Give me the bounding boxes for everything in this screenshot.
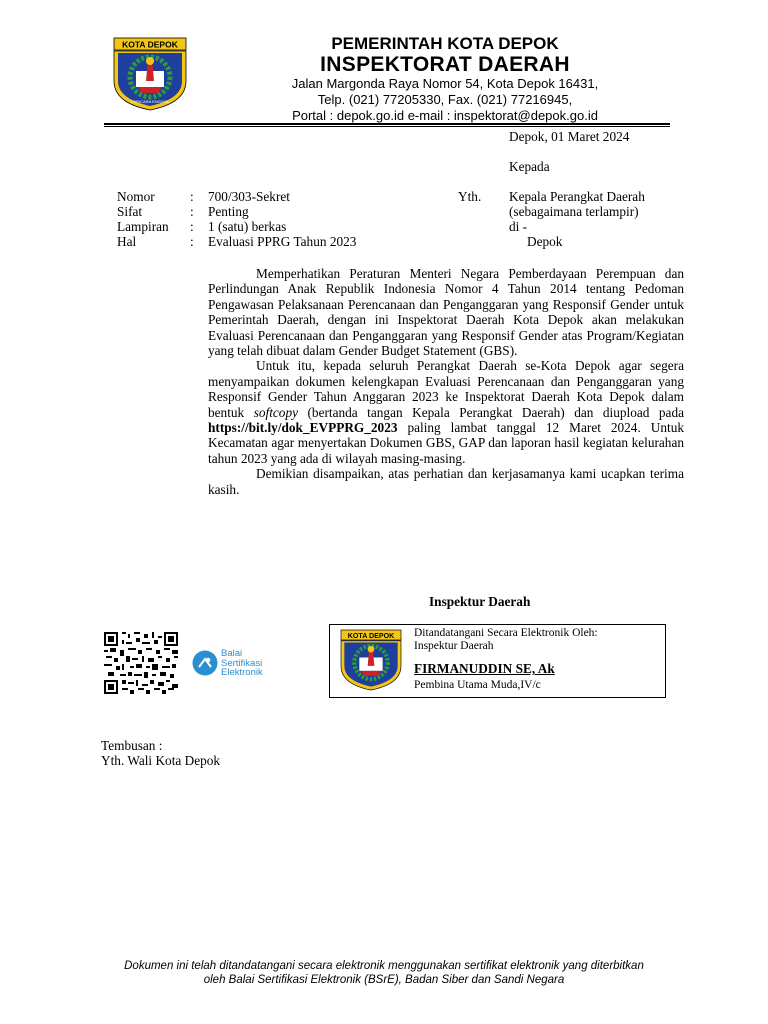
letter-date: Depok, 01 Maret 2024 xyxy=(509,129,630,144)
meta-value: 700/303-Sekret xyxy=(208,189,290,204)
office-phone: Telp. (021) 77205330, Fax. (021) 77216945, xyxy=(317,92,573,107)
recipient-line: Kepala Perangkat Daerah xyxy=(509,189,645,204)
softcopy-term: softcopy xyxy=(253,404,298,420)
government-name: PEMERINTAH KOTA DEPOK xyxy=(331,34,559,53)
body-paragraph: Memperhatikan Peraturan Menteri Negara Pemberdayaan Perempuan dan Perlindungan Anak Republik Indonesia Nomor 4 Tahun 2014 tentang Pedoman Pengawasan Pelaksanaan Perencanaan dan Penganggaran yang Responsif Gender untuk Pemerintah Daerah, dengan ini Inspektorat Daerah Kota Depok akan melakukan Evaluasi Perencanaan dan Penganggaran yang Responsif Gender atas Program/Kegiatan yang telah dibuat dalam Gender Budget Statement (GBS). xyxy=(208,266,684,359)
signatory-rank: Pembina Utama Muda,IV/c xyxy=(414,679,541,691)
logo-label: KOTA DEPOK xyxy=(347,631,395,640)
meta-key: Lampiran xyxy=(117,219,169,234)
signed-by-label: Ditandatangani Secara Elektronik Oleh: xyxy=(414,627,598,639)
recipient-city: Depok xyxy=(527,234,563,249)
kepada-label: Kepada xyxy=(509,159,550,174)
office-address: Jalan Margonda Raya Nomor 54, Kota Depok 16431, xyxy=(291,76,599,91)
footer-line: Dokumen ini telah ditandatangani secara elektronik menggunakan sertifikat elektronik yang diterbitkan xyxy=(124,960,644,972)
footer-line: oleh Balai Sertifikasi Elektronik (BSrE), Badan Siber dan Sandi Negara xyxy=(203,973,565,986)
bsre-text-line: Sertifikasi xyxy=(221,657,263,669)
signatory-name: FIRMANUDDIN SE, Ak xyxy=(414,661,555,676)
bsre-text-line: Balai xyxy=(221,648,243,659)
logo-motto: PARICARA ENGGAL xyxy=(131,99,169,104)
body-paragraph xyxy=(208,358,684,466)
meta-colon: : xyxy=(190,189,194,204)
letter-body xyxy=(208,266,684,497)
kota-depok-logo xyxy=(108,37,192,111)
meta-key: Nomor xyxy=(117,189,155,204)
recipient-line: di - xyxy=(509,219,528,234)
bsre-logo-text xyxy=(221,649,263,678)
header-rule xyxy=(104,123,670,125)
bsre-logo-icon xyxy=(192,650,218,676)
header-rule-thin xyxy=(104,126,670,127)
bsre-text-line: Elektronik xyxy=(221,667,263,678)
office-name: INSPEKTORAT DAERAH xyxy=(320,53,570,76)
signed-role: Inspektur Daerah xyxy=(414,640,494,652)
office-portal: Portal : depok.go.id e-mail : inspektorat@depok.go.id xyxy=(292,108,598,123)
recipient-line: (sebagaimana terlampir) xyxy=(509,204,639,219)
e-signature-text xyxy=(414,627,598,653)
meta-value: 1 (satu) berkas xyxy=(208,219,287,234)
meta-value: Penting xyxy=(208,204,249,219)
meta-colon: : xyxy=(190,234,194,249)
logo-label: KOTA DEPOK xyxy=(122,39,178,50)
cc-label: Tembusan : xyxy=(101,738,163,753)
e-sign-footer xyxy=(60,960,708,987)
body-text: Untuk itu, kepada seluruh Perangkat Daerah se-Kota Depok agar segera menyampaikan dokumen kelengkapan Evaluasi Perencanaan dan Penganggaran yang Responsif Gender Tahun Anggaran 2023 ke Inspektorat Daerah Kota Depok dalam bentuk xyxy=(208,358,684,420)
cc-item: Yth. Wali Kota Depok xyxy=(101,753,221,768)
body-text: paling lambat tanggal 12 Maret 2024. Untuk Kecamatan agar menyertakan Dokumen GBS, GAP dan laporan hasil kegiatan kelurahan tahun 2023 yang ada di wilayah masing-masing. xyxy=(208,420,684,466)
body-text: (bertanda tangan Kepala Perangkat Daerah) dan diupload pada xyxy=(298,404,685,420)
kota-depok-logo-small xyxy=(336,628,406,692)
qr-code xyxy=(104,632,178,694)
meta-colon: : xyxy=(190,219,194,234)
body-paragraph: Demikian disampaikan, atas perhatian dan kerjasamanya kami ucapkan terima kasih. xyxy=(208,466,684,497)
yth-label: Yth. xyxy=(458,189,482,204)
meta-colon: : xyxy=(190,204,194,219)
signatory-title: Inspektur Daerah xyxy=(429,594,531,609)
meta-key: Sifat xyxy=(117,204,143,219)
meta-key: Hal xyxy=(117,234,137,249)
meta-value: Evaluasi PPRG Tahun 2023 xyxy=(208,234,357,249)
upload-link[interactable]: https://bit.ly/dok_EVPPRG_2023 xyxy=(208,420,398,436)
